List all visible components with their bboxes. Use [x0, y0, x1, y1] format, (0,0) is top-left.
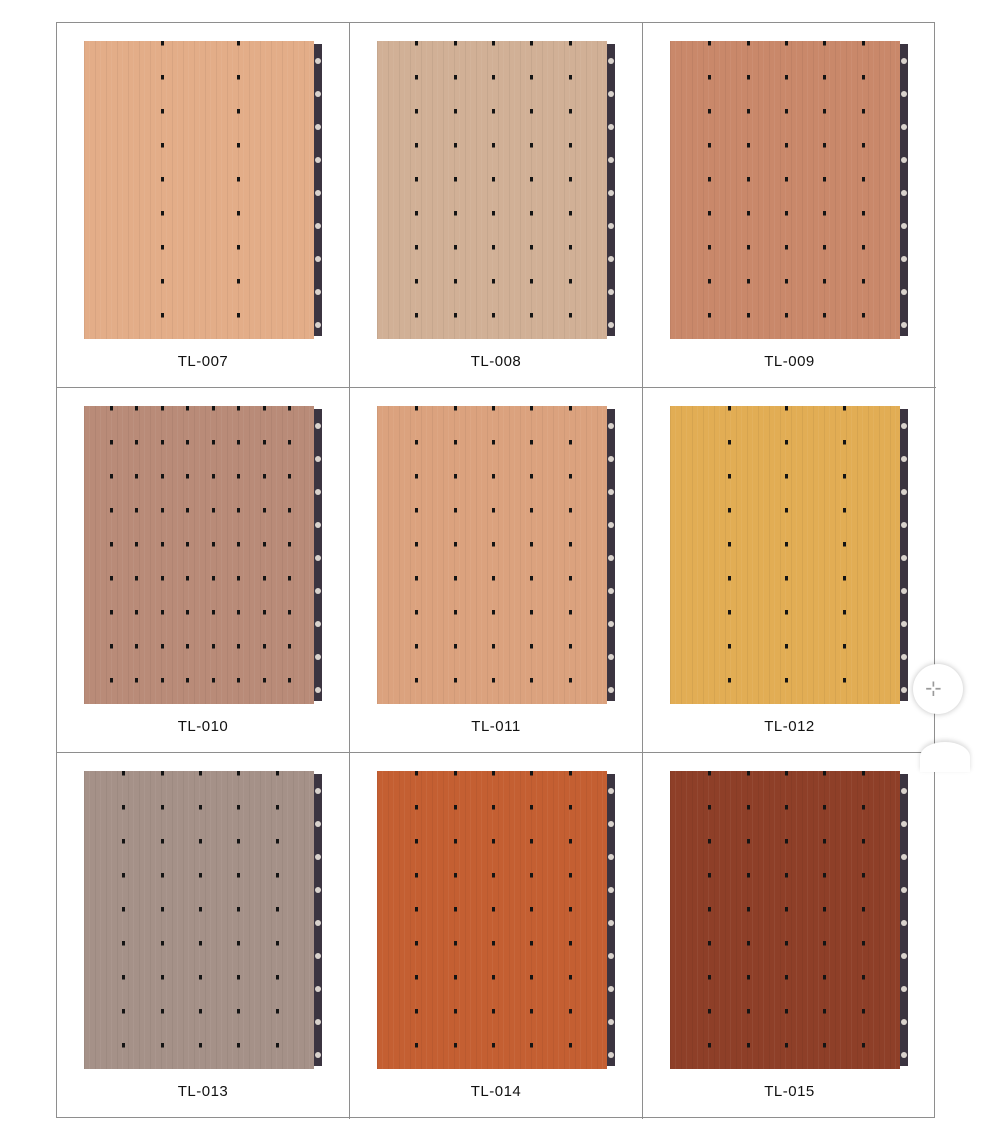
panel-groove — [415, 41, 418, 339]
panel-groove — [454, 406, 457, 704]
panel-groove — [492, 41, 495, 339]
panel-groove — [569, 771, 572, 1069]
panel-code-label: TL-009 — [764, 353, 815, 370]
panel-groove — [530, 771, 533, 1069]
panel-card — [350, 753, 643, 1119]
panel-card — [350, 23, 643, 388]
edge-perforation — [901, 91, 907, 97]
panel-groove — [276, 771, 279, 1069]
panel-card — [643, 388, 936, 753]
edge-perforation — [901, 887, 907, 893]
edge-perforation — [608, 887, 614, 893]
panel-groove — [415, 771, 418, 1069]
panel-groove — [237, 771, 240, 1069]
edge-perforation — [315, 555, 321, 561]
panel-groove — [454, 771, 457, 1069]
panel-code-label: TL-010 — [177, 718, 229, 735]
edge-perforation — [901, 58, 907, 64]
edge-perforation — [901, 456, 907, 462]
edge-perforation — [315, 256, 321, 262]
panel-swatch — [670, 41, 908, 339]
panel-swatch — [670, 771, 908, 1069]
edge-perforation — [608, 1019, 614, 1025]
panel-swatch — [84, 406, 322, 704]
edge-perforation — [315, 788, 321, 794]
edge-perforation — [315, 456, 321, 462]
panel-groove — [823, 41, 826, 339]
panel-groove — [263, 406, 266, 704]
panel-groove — [843, 406, 846, 704]
edge-perforation — [901, 223, 907, 229]
edge-perforation — [315, 654, 321, 660]
panel-groove — [530, 41, 533, 339]
panel-card — [643, 23, 936, 388]
edge-perforation — [315, 322, 321, 328]
panel-card — [350, 388, 643, 753]
edge-perforation — [901, 920, 907, 926]
edge-perforation — [315, 1019, 321, 1025]
edge-perforation — [608, 157, 614, 163]
panel-groove — [785, 771, 788, 1069]
edge-perforation — [608, 555, 614, 561]
panel-card — [57, 388, 350, 753]
panel-groove — [454, 41, 457, 339]
edge-perforation — [315, 423, 321, 429]
panel-groove — [237, 41, 240, 339]
panel-groove — [135, 406, 138, 704]
edge-perforation — [608, 190, 614, 196]
edge-perforation — [901, 1052, 907, 1058]
edge-perforation — [901, 423, 907, 429]
panel-groove — [161, 406, 164, 704]
edge-perforation — [901, 986, 907, 992]
panel-groove — [728, 406, 731, 704]
edge-perforation — [315, 687, 321, 693]
edge-perforation — [315, 190, 321, 196]
edge-perforation — [608, 322, 614, 328]
edge-perforation — [608, 256, 614, 262]
edge-perforation — [608, 489, 614, 495]
panel-groove — [492, 771, 495, 1069]
edge-perforation — [315, 953, 321, 959]
edge-perforation — [608, 953, 614, 959]
edge-perforation — [901, 124, 907, 130]
edge-perforation — [608, 986, 614, 992]
edge-perforation — [608, 423, 614, 429]
panel-groove — [708, 771, 711, 1069]
panel-code-label: TL-013 — [177, 1083, 229, 1100]
edge-perforation — [315, 986, 321, 992]
edge-perforation — [901, 687, 907, 693]
edge-perforation — [901, 953, 907, 959]
panel-groove — [569, 406, 572, 704]
panel-groove — [747, 41, 750, 339]
edge-perforation — [901, 489, 907, 495]
panel-swatch — [377, 771, 615, 1069]
edge-perforation — [315, 223, 321, 229]
edge-perforation — [901, 555, 907, 561]
panel-groove — [212, 406, 215, 704]
edge-perforation — [901, 256, 907, 262]
panel-code-label: TL-008 — [470, 353, 522, 370]
panel-card — [643, 753, 936, 1119]
wood-grain-texture — [84, 41, 314, 339]
edge-perforation — [315, 124, 321, 130]
panel-groove — [569, 41, 572, 339]
panel-groove — [530, 406, 533, 704]
panel-groove — [708, 41, 711, 339]
edge-perforation — [608, 289, 614, 295]
edge-perforation — [608, 124, 614, 130]
edge-perforation — [315, 887, 321, 893]
edge-perforation — [901, 654, 907, 660]
panel-groove — [785, 41, 788, 339]
panel-groove — [186, 406, 189, 704]
edge-perforation — [901, 1019, 907, 1025]
edge-perforation — [901, 522, 907, 528]
panel-card — [57, 23, 350, 388]
panel-code-label: TL-014 — [470, 1083, 522, 1100]
edge-perforation — [901, 854, 907, 860]
panel-groove — [199, 771, 202, 1069]
edge-perforation — [315, 588, 321, 594]
edge-perforation — [608, 854, 614, 860]
edge-perforation — [901, 588, 907, 594]
edge-perforation — [315, 289, 321, 295]
edge-perforation — [901, 289, 907, 295]
panel-groove — [122, 771, 125, 1069]
edge-perforation — [901, 788, 907, 794]
edge-perforation — [315, 854, 321, 860]
wood-grain-texture — [84, 406, 314, 704]
panel-groove — [747, 771, 750, 1069]
edge-perforation — [608, 58, 614, 64]
edge-perforation — [608, 687, 614, 693]
panel-groove — [161, 771, 164, 1069]
panel-swatch — [84, 771, 322, 1069]
edge-perforation — [315, 920, 321, 926]
edge-perforation — [608, 1052, 614, 1058]
edge-perforation — [608, 223, 614, 229]
edge-perforation — [315, 157, 321, 163]
edge-perforation — [608, 654, 614, 660]
edge-perforation — [901, 621, 907, 627]
edge-perforation — [315, 91, 321, 97]
panel-groove — [785, 406, 788, 704]
panel-groove — [862, 771, 865, 1069]
panel-swatch — [84, 41, 322, 339]
floating-button[interactable] — [920, 742, 970, 772]
edge-perforation — [608, 788, 614, 794]
panel-groove — [110, 406, 113, 704]
edge-perforation — [901, 322, 907, 328]
edge-perforation — [315, 821, 321, 827]
panel-groove — [415, 406, 418, 704]
expand-icon[interactable] — [913, 664, 963, 714]
edge-perforation — [901, 821, 907, 827]
panel-swatch — [377, 41, 615, 339]
edge-perforation — [608, 621, 614, 627]
edge-perforation — [315, 1052, 321, 1058]
edge-perforation — [315, 522, 321, 528]
edge-perforation — [608, 91, 614, 97]
panel-code-label: TL-012 — [764, 718, 815, 735]
edge-perforation — [315, 621, 321, 627]
edge-perforation — [901, 157, 907, 163]
panel-groove — [862, 41, 865, 339]
edge-perforation — [608, 821, 614, 827]
panel-catalog-grid — [56, 22, 935, 1118]
panel-swatch — [377, 406, 615, 704]
panel-card — [57, 753, 350, 1119]
panel-code-label: TL-007 — [177, 353, 229, 370]
edge-perforation — [608, 456, 614, 462]
edge-perforation — [608, 588, 614, 594]
panel-groove — [161, 41, 164, 339]
panel-code-label: TL-011 — [471, 718, 521, 735]
edge-perforation — [901, 190, 907, 196]
panel-swatch — [670, 406, 908, 704]
edge-perforation — [315, 489, 321, 495]
edge-perforation — [315, 58, 321, 64]
panel-code-label: TL-015 — [764, 1083, 815, 1100]
panel-groove — [492, 406, 495, 704]
panel-groove — [288, 406, 291, 704]
panel-groove — [237, 406, 240, 704]
edge-perforation — [608, 920, 614, 926]
expand-glyph: ⊹ — [925, 678, 942, 700]
edge-perforation — [608, 522, 614, 528]
panel-groove — [823, 771, 826, 1069]
